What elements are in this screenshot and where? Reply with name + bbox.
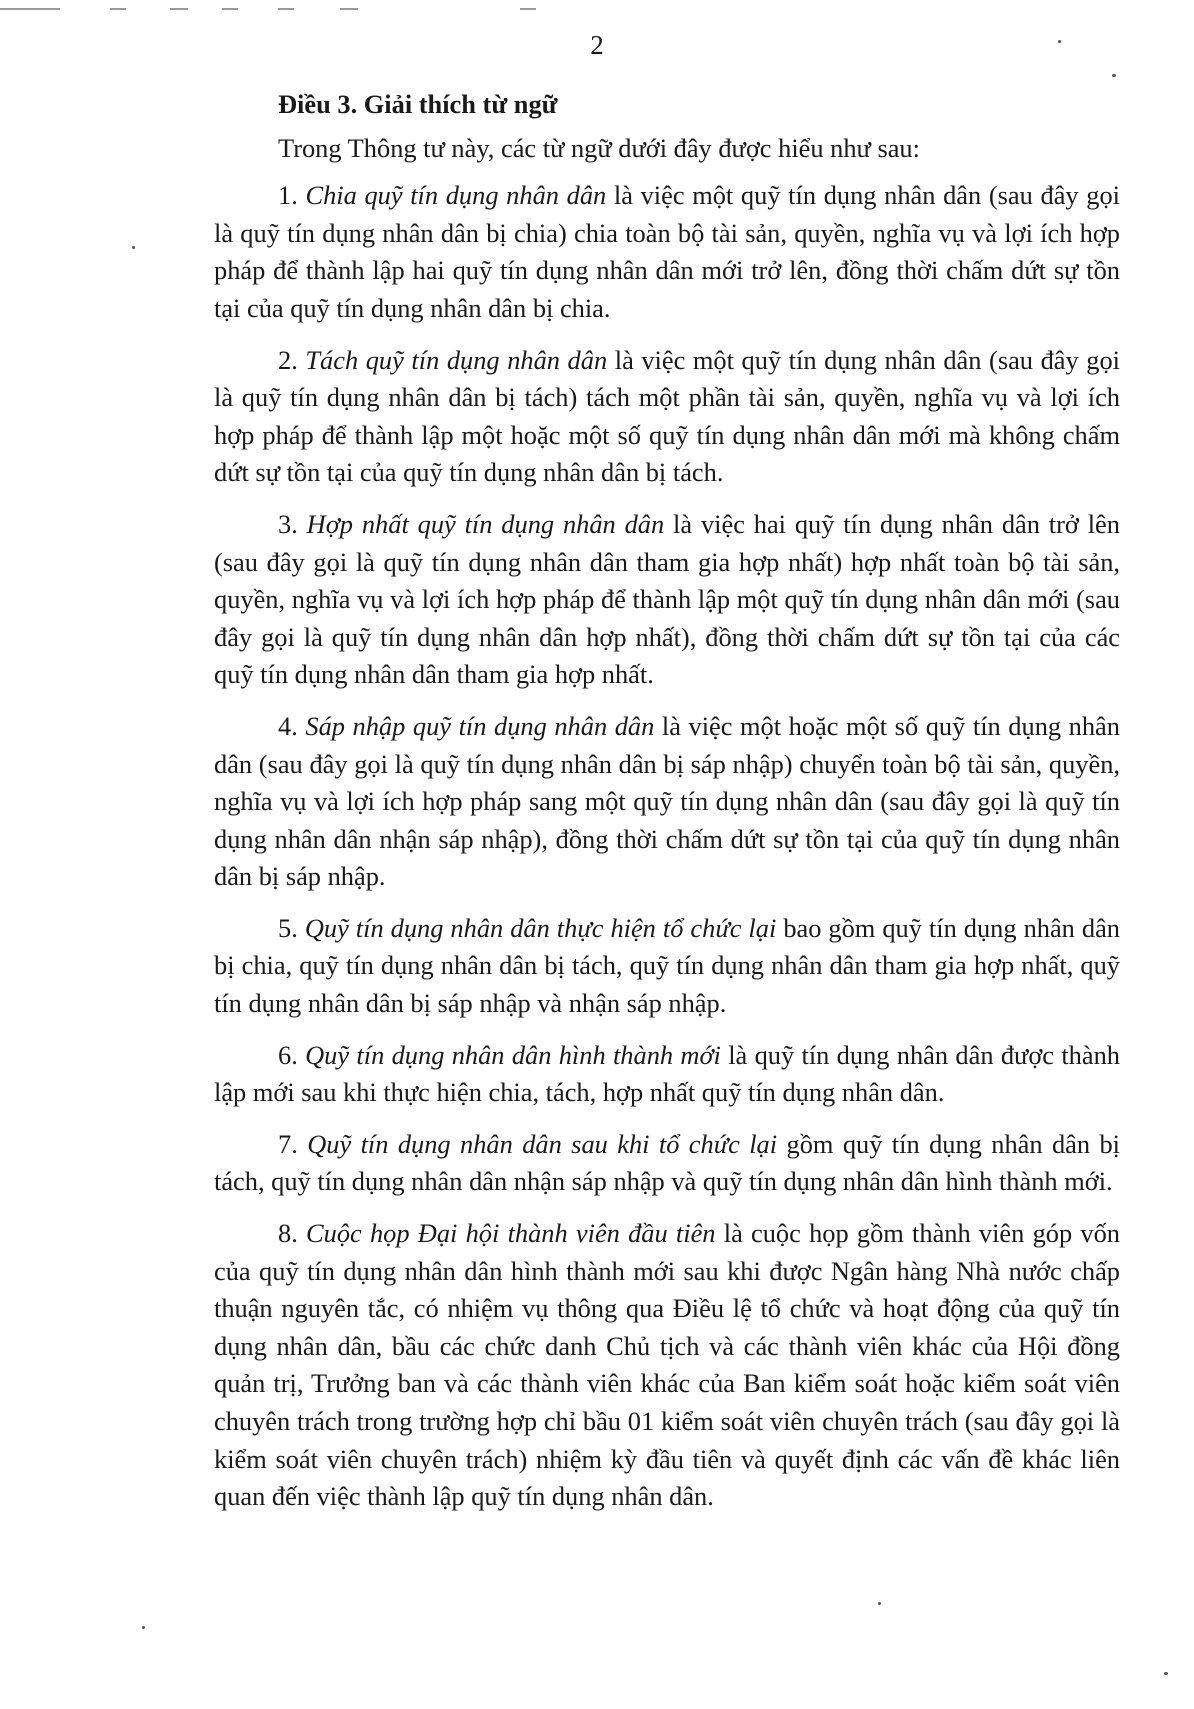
definition-term: Tách quỹ tín dụng nhân dân [305,344,608,375]
definition-text: gồm quỹ tín dụng nhân dân bị tách, quỹ tín dụng nhân dân nhận sáp nhập và quỹ tín dụng nhân dân hình thành mới. [214,1128,1120,1197]
scan-speck [1164,1672,1168,1675]
document-body [214,86,1120,1530]
definition-term: Cuộc họp Đại hội thành viên đầu tiên [306,1218,716,1249]
definition-text: là cuộc họp gồm thành viên góp vốn của quỹ tín dụng nhân dân hình thành mới sau khi được Ngân hàng Nhà nước chấp thuận nguyên tắc, có nhiệm vụ thông qua Điều lệ tổ chức và hoạt động của quỹ tín dụng nhân dân, bầu các chức danh Chủ tịch và các thành viên khác của Hội đồng quản trị, Trưởng ban và các thành viên khác của Ban kiểm soát hoặc kiểm soát viên chuyên trách trong trường hợp chỉ bầu 01 kiểm soát viên chuyên trách (sau đây gọi là kiểm soát viên chuyên trách) nhiệm kỳ đầu tiên và quyết định các vấn đề khác liên quan đến việc thành lập quỹ tín dụng nhân dân. [214,1218,1120,1512]
definition-number: 7. [278,1128,298,1159]
scan-mark [278,8,294,10]
definition-number: 4. [278,710,298,741]
scan-speck [878,1602,881,1605]
definition-item [214,910,1120,1023]
definition-term: Quỹ tín dụng nhân dân sau khi tổ chức lại [307,1128,778,1159]
definition-item [214,1126,1120,1201]
definition-number: 6. [278,1039,298,1070]
definition-text: là việc một quỹ tín dụng nhân dân (sau đây gọi là quỹ tín dụng nhân dân bị tách) tách một phần tài sản, quyền, nghĩa vụ và lợi ích hợp pháp để thành lập một hoặc một số quỹ tín dụng nhân dân mới mà không chấm dứt sự tồn tại của quỹ tín dụng nhân dân bị tách. [214,344,1120,488]
definition-item [214,177,1120,327]
definition-item [214,708,1120,896]
definition-number: 8. [278,1218,298,1249]
definition-term: Chia quỹ tín dụng nhân dân [305,180,607,211]
definition-term: Sáp nhập quỹ tín dụng nhân dân [305,710,655,741]
definition-text: là việc một hoặc một số quỹ tín dụng nhân dân (sau đây gọi là quỹ tín dụng nhân dân bị sáp nhập) chuyển toàn bộ tài sản, quyền, nghĩa vụ và lợi ích hợp pháp sang một quỹ tín dụng nhân dân (sau đây gọi là quỹ tín dụng nhân dân nhận sáp nhập), đồng thời chấm dứt sự tồn tại của quỹ tín dụng nhân dân bị sáp nhập. [214,710,1120,892]
definition-number: 2. [278,344,298,375]
definition-text: là việc hai quỹ tín dụng nhân dân trở lên (sau đây gọi là quỹ tín dụng nhân dân tham gia hợp nhất) hợp nhất toàn bộ tài sản, quyền, nghĩa vụ và lợi ích hợp pháp để thành lập một quỹ tín dụng nhân dân mới (sau đây gọi là quỹ tín dụng nhân dân hợp nhất), đồng thời chấm dứt sự tồn tại của các quỹ tín dụng nhân dân tham gia hợp nhất. [214,508,1120,690]
scan-mark [520,8,536,10]
scan-mark [110,8,126,10]
scan-speck [142,1626,145,1629]
definition-text: bao gồm quỹ tín dụng nhân dân bị chia, quỹ tín dụng nhân dân bị tách, quỹ tín dụng nhân dân tham gia hợp nhất, quỹ tín dụng nhân dân bị sáp nhập và nhận sáp nhập. [214,912,1120,1019]
definition-item [214,1215,1120,1516]
definition-item [214,342,1120,492]
definition-number: 5. [278,912,298,943]
scan-mark [170,8,188,10]
definition-item [214,1037,1120,1112]
page-number: 2 [590,30,604,60]
definition-number: 1. [278,180,298,211]
definition-text: là việc một quỹ tín dụng nhân dân (sau đây gọi là quỹ tín dụng nhân dân bị chia) chia toàn bộ tài sản, quyền, nghĩa vụ và lợi ích hợp pháp để thành lập hai quỹ tín dụng nhân dân mới trở lên, đồng thời chấm dứt sự tồn tại của quỹ tín dụng nhân dân bị chia. [214,180,1120,323]
definition-term: Quỹ tín dụng nhân dân thực hiện tổ chức lại [304,912,777,943]
article-intro: Trong Thông tư này, các từ ngữ dưới đây được hiểu như sau: [278,132,920,163]
scan-speck [1112,74,1116,77]
definition-number: 3. [278,508,298,539]
article-heading: Điều 3. Giải thích từ ngữ [278,89,558,119]
definition-term: Quỹ tín dụng nhân dân hình thành mới [305,1039,721,1070]
definition-item [214,506,1120,694]
definition-term: Hợp nhất quỹ tín dụng nhân dân [306,508,665,539]
definition-text: là quỹ tín dụng nhân dân được thành lập mới sau khi thực hiện chia, tách, hợp nhất quỹ tín dụng nhân dân. [214,1039,1120,1108]
scan-speck [132,246,135,249]
scan-mark [0,8,60,10]
scan-mark [340,8,358,10]
scan-mark [222,8,238,10]
